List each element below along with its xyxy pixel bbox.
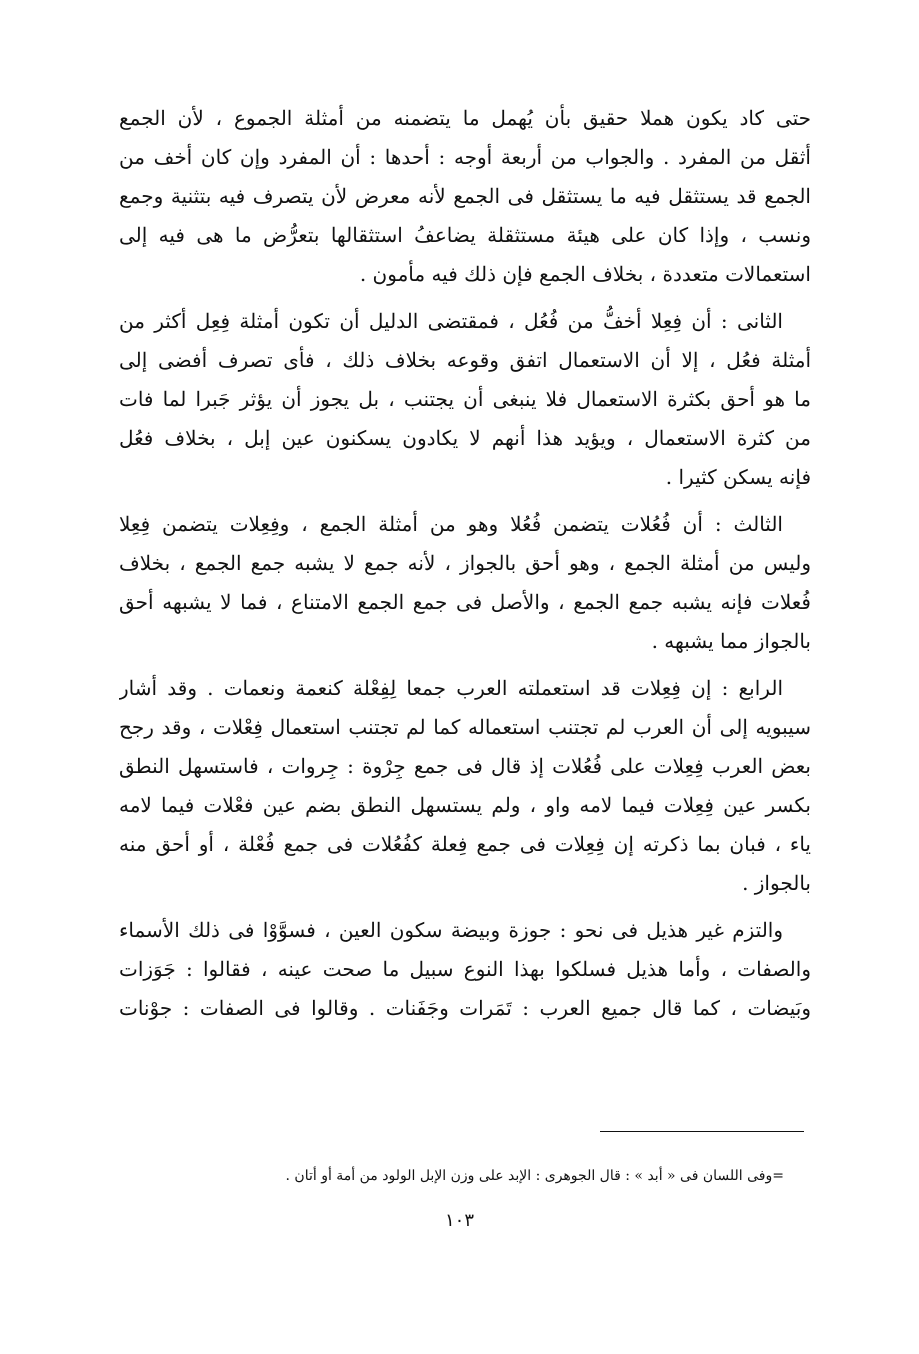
text-line: ياء ، فبان بما ذكرته إن فِعِلات فى جمع فِعلة كفُعُلات فى جمع فُعْلة ، أو أحق منه [119, 832, 811, 856]
paragraph-1 [119, 99, 811, 294]
text-line: والتزم غير هذيل فى نحو : جوزة وبيضة سكون العين ، فسوَّوْا فى ذلك الأسماء [119, 918, 783, 942]
text-line: استعمالات متعددة ، بخلاف الجمع فإن ذلك فيه مأمون . [359, 262, 811, 286]
text-line: الرابع : إن فِعِلات قد استعملته العرب جمعا لِفِعْلة كنعمة ونعمات . وقد أشار [119, 676, 783, 700]
text-line: أثقل من المفرد . والجواب من أربعة أوجه : أحدها : أن المفرد وإن كان أخف من [119, 145, 811, 169]
text-line: الجمع قد يستثقل فيه ما يستثقل فى الجمع لأنه معرض لأن يتصرف فيه بتثنية وجمع [119, 184, 811, 208]
text-line: أمثلة فعُل ، إلا أن الاستعمال اتفق وقوعه بخلاف ذلك ، فأى تصرف أفضى إلى [119, 348, 811, 372]
text-line: وليس من أمثلة الجمع ، وهو أحق بالجواز ، لأنه جمع لا يشبه جمع الجمع ، بخلاف [119, 551, 811, 575]
text-line: بالجواز مما يشبهه . [651, 629, 811, 653]
paragraph-3 [119, 505, 811, 661]
text-line: حتى كاد يكون هملا حقيق بأن يُهمل ما يتضمنه من أمثلة الجموع ، لأن الجمع [119, 106, 811, 130]
footnote: =وفى اللسان فى « أبد » : قال الجوهرى : الإبد على وزن الإبل الولود من أمة أو أتان . [285, 1168, 784, 1184]
text-line: فُعلات فإنه يشبه جمع الجمع ، والأصل فى جمع الجمع الامتناع ، فما لا يشبهه أحق [119, 590, 811, 614]
text-line: بعض العرب فِعِلات على فُعُلات إذ قال فى جمع جِرْوة : جِروات ، فاستسهل النطق [119, 754, 811, 778]
text-line: ما هو أحق بكثرة الاستعمال فلا ينبغى أن يجتنب ، بل يجوز أن يؤثر جَبرا لما فات [119, 387, 811, 411]
paragraph-4 [119, 669, 811, 903]
footnote-divider [600, 1131, 804, 1132]
text-line: سيبويه إلى أن العرب لم تجتنب استعماله كما لم تجتنب استعمال فِعْلات ، وقد رجح [119, 715, 811, 739]
text-line: بكسر عين فِعِلات فيما لامه واو ، ولم يستسهل النطق بضم عين فعْلات فيما لامه [119, 793, 811, 817]
text-line: ونسب ، وإذا كان على هيئة مستثقلة يضاعفُ استثقالها بتعرُّض ما هى فيه إلى [119, 223, 811, 247]
paragraph-2 [119, 302, 811, 497]
text-line: من كثرة الاستعمال ، ويؤيد هذا أنهم لا يكادون يسكنون عين إبل ، بخلاف فعُل [119, 426, 811, 450]
text-line: وبَيضات ، كما قال جميع العرب : تَمَرات وجَفَنات . وقالوا فى الصفات : جوْنات [119, 996, 811, 1020]
text-line: والصفات ، وأما هذيل فسلكوا بهذا النوع سبيل ما صحت عينه ، فقالوا : جَوَزات [119, 957, 811, 981]
page-number: ١٠٣ [444, 1210, 474, 1231]
paragraph-5 [119, 911, 811, 1028]
text-line: الثانى : أن فِعِلا أخفُّ من فُعُل ، فمقتضى الدليل أن تكون أمثلة فِعِل أكثر من [119, 309, 783, 333]
text-line: بالجواز . [742, 871, 811, 895]
main-text [119, 99, 811, 1028]
text-line: الثالث : أن فُعُلات يتضمن فُعُلا وهو من أمثلة الجمع ، وفِعِلات يتضمن فِعِلا [119, 512, 783, 536]
text-line: فإنه يسكن كثيرا . [665, 465, 811, 489]
